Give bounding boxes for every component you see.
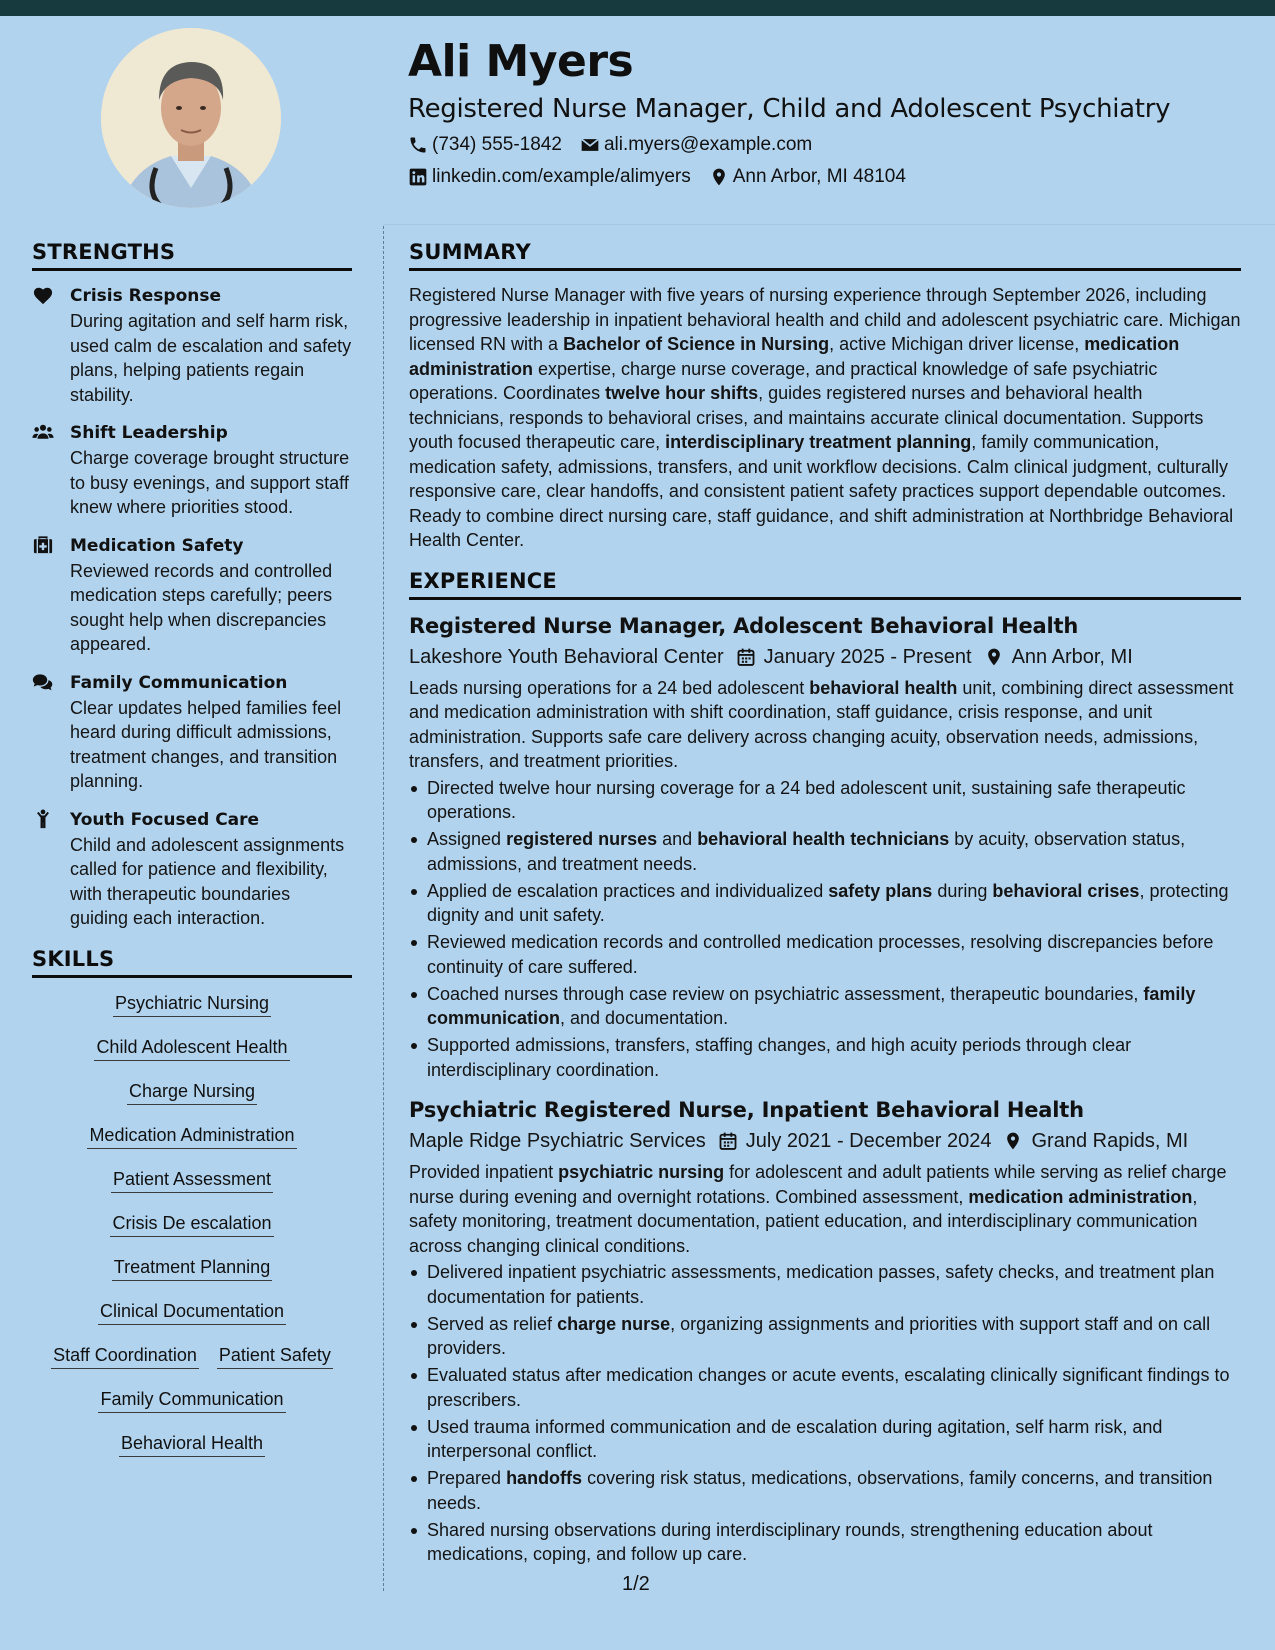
job-entry (409, 612, 1241, 1083)
top-accent-bar (0, 0, 1275, 16)
job-title: Psychiatric Registered Nurse, Inpatient Behavioral Health (409, 1098, 1084, 1122)
experience-section (409, 569, 1241, 1567)
job-description: Leads nursing operations for a 24 bed adolescent behavioral health unit, combining direct assessment and medication administration with shift coordination, staff guidance, crisis response, and unit administration. Supports safe care delivery across changing acuity, observation needs, admissions, transfers, and treatment priorities. (409, 677, 1234, 771)
list-item: Evaluated status after medication changes or acute events, escalating clinically significant findings to prescribers. (409, 1363, 1241, 1412)
job-entry (409, 1096, 1241, 1567)
calendar-icon (718, 1131, 738, 1151)
list-item: Shared nursing observations during interdisciplinary rounds, strengthening education about medications, coping, and follow up care. (409, 1518, 1241, 1567)
location-text: Ann Arbor, MI 48104 (732, 166, 906, 187)
list-item: Served as relief charge nurse, organizing assignments and priorities with support staff and on call providers. (409, 1312, 1241, 1361)
strength-desc: Reviewed records and controlled medication steps carefully; peers sought help when discrepancies appeared. (70, 560, 333, 654)
linkedin-icon (408, 167, 428, 187)
skill-tag: Crisis De escalation (110, 1212, 273, 1237)
email-text: ali.myers@example.com (603, 134, 813, 155)
list-item: Reviewed medication records and controlled medication processes, resolving discrepancies before continuity of care suffered. (409, 930, 1241, 979)
header-divider (383, 224, 1275, 225)
contact-phone[interactable] (408, 134, 562, 156)
candidate-name: Ali Myers (408, 36, 634, 87)
contact-linkedin[interactable] (408, 166, 691, 188)
list-item: Delivered inpatient psychiatric assessments, medication passes, safety checks, and treatment plan documentation for patients. (409, 1260, 1241, 1309)
skills-heading: SKILLS (32, 947, 352, 978)
strength-item (32, 533, 352, 657)
emphasis-text: Bachelor of Science in Nursing (563, 334, 830, 354)
users-icon (32, 422, 54, 442)
emphasis-text: medication administration (409, 334, 1180, 379)
contact-row-2 (408, 166, 924, 188)
job-meta (409, 1127, 1241, 1155)
list-item: Supported admissions, transfers, staffing changes, and high acuity periods through clear interdisciplinary coordination. (409, 1033, 1241, 1082)
skill-tag: Staff Coordination (51, 1344, 199, 1369)
skill-tag: Charge Nursing (127, 1080, 257, 1105)
medical-kit-icon (32, 535, 54, 555)
job-bullets (409, 1260, 1241, 1567)
strength-desc: Child and adolescent assignments called for patience and flexibility, with therapeutic boundaries guiding each interaction. (70, 834, 345, 928)
phone-text: (734) 555-1842 (432, 134, 562, 155)
strengths-heading: STRENGTHS (32, 240, 352, 271)
job-bullets (409, 776, 1241, 1083)
sidebar (32, 240, 352, 1457)
strength-desc: During agitation and self harm risk, used calm de escalation and safety plans, helping patients regain stability. (70, 311, 352, 405)
experience-heading: EXPERIENCE (409, 569, 1241, 600)
strength-item (32, 283, 352, 407)
emphasis-text: interdisciplinary treatment planning (665, 432, 972, 452)
column-divider (383, 226, 384, 1591)
job-dates: January 2025 - Present (763, 645, 972, 668)
skill-tag: Family Communication (98, 1388, 285, 1413)
strength-title: Medication Safety (70, 535, 244, 556)
contact-email[interactable] (580, 134, 812, 156)
skill-tag: Patient Safety (217, 1344, 333, 1369)
phone-icon (408, 135, 428, 155)
list-item: Directed twelve hour nursing coverage for a 24 bed adolescent unit, sustaining safe therapeutic operations. (409, 776, 1241, 825)
list-item: Applied de escalation practices and individualized safety plans during behavioral crises, protecting dignity and unit safety. (409, 879, 1241, 928)
emphasis-text: family communication (427, 983, 1196, 1028)
emphasis-text: medication administration (968, 1186, 1193, 1207)
skill-tag: Patient Assessment (111, 1168, 273, 1193)
job-company: Maple Ridge Psychiatric Services (409, 1130, 706, 1152)
job-meta (409, 643, 1241, 671)
map-pin-icon (1003, 1131, 1023, 1151)
strength-item (32, 807, 352, 931)
page-number: 1/2 (622, 1573, 650, 1595)
main-column (409, 240, 1241, 1569)
map-pin-icon (984, 647, 1004, 667)
calendar-icon (736, 647, 756, 667)
envelope-icon (580, 135, 600, 155)
emphasis-text: twelve hour shifts (605, 383, 759, 403)
strength-desc: Charge coverage brought structure to busy evenings, and support staff knew where priorities stood. (70, 448, 350, 517)
strength-item (32, 420, 352, 520)
job-dates: July 2021 - December 2024 (745, 1130, 992, 1152)
strength-title: Family Communication (70, 672, 288, 693)
linkedin-text: linkedin.com/example/alimyers (432, 166, 691, 187)
emphasis-text: handoffs (506, 1468, 583, 1488)
child-icon (32, 809, 54, 829)
contact-location (709, 166, 906, 188)
strength-title: Shift Leadership (70, 423, 228, 443)
list-item: Used trauma informed communication and de escalation during agitation, self harm risk, and interpersonal conflict. (409, 1415, 1241, 1464)
strength-item (32, 670, 352, 794)
strengths-list (32, 283, 352, 931)
list-item: Prepared handoffs covering risk status, medications, observations, family concerns, and transition needs. (409, 1466, 1241, 1515)
list-item: Coached nurses through case review on psychiatric assessment, therapeutic boundaries, family communication, and documentation. (409, 982, 1241, 1031)
job-location: Grand Rapids, MI (1031, 1130, 1189, 1152)
skill-tag: Treatment Planning (112, 1256, 272, 1281)
job-location: Ann Arbor, MI (1011, 645, 1133, 668)
job-company: Lakeshore Youth Behavioral Center (409, 645, 724, 668)
job-title: Registered Nurse Manager, Adolescent Behavioral Health (409, 613, 1079, 638)
emphasis-text: safety plans (828, 880, 933, 901)
chat-bubbles-icon (32, 672, 54, 692)
emphasis-text: charge nurse (557, 1313, 671, 1334)
profile-photo (101, 28, 281, 208)
heart-icon (32, 285, 54, 305)
skills-list (32, 992, 352, 1457)
skill-tag: Behavioral Health (119, 1432, 265, 1457)
emphasis-text: registered nurses (506, 829, 658, 849)
contact-row-1 (408, 134, 830, 156)
skills-section (32, 947, 352, 1457)
skill-tag: Child Adolescent Health (94, 1036, 289, 1061)
emphasis-text: behavioral health technicians (697, 829, 950, 849)
strength-title: Youth Focused Care (70, 809, 260, 830)
skill-tag: Psychiatric Nursing (113, 992, 271, 1017)
job-description: Provided inpatient psychiatric nursing for adolescent and adult patients while serving as relief charge nurse during evening and overnight rotations. Combined assessment, medication administration, safety monitoring, treatment documentation, patient education, and interdisciplinary communication across changing clinical conditions. (409, 1162, 1227, 1256)
list-item: Assigned registered nurses and behavioral health technicians by acuity, observation status, admissions, and treatment needs. (409, 827, 1241, 876)
strength-desc: Clear updates helped families feel heard during difficult admissions, treatment changes, and transition planning. (70, 697, 342, 791)
strength-title: Crisis Response (70, 286, 222, 306)
candidate-title: Registered Nurse Manager, Child and Adolescent Psychiatry (408, 94, 1171, 124)
portrait-image (101, 28, 281, 208)
emphasis-text: behavioral health (809, 677, 958, 698)
skill-tag: Clinical Documentation (98, 1300, 286, 1325)
skill-tag: Medication Administration (87, 1124, 296, 1149)
emphasis-text: behavioral crises (992, 880, 1140, 901)
map-pin-icon (709, 167, 729, 187)
summary-heading: SUMMARY (409, 240, 1241, 271)
summary-text: Registered Nurse Manager with five years of nursing experience through September 2026, including progressive leadership in inpatient behavioral health and child and adolescent psychiatric care. Michigan licensed RN with a Bachelor of Science in Nursing, active Michigan driver license, medication administration expertise, charge nurse coverage, and practical knowledge of safe psychiatric operations. Coordinates twelve hour shifts, guides registered nurses and behavioral health technicians, responds to behavioral crises, and maintains accurate clinical documentation. Supports youth focused therapeutic care, interdisciplinary treatment planning, family communication, medication safety, admissions, transfers, and unit workflow decisions. Calm clinical judgment, culturally responsive care, clear handoffs, and consistent patient safety practices support dependable outcomes. Ready to combine direct nursing care, staff guidance, and shift administration at Northbridge Behavioral Health Center. (409, 285, 1241, 550)
emphasis-text: psychiatric nursing (558, 1162, 725, 1182)
